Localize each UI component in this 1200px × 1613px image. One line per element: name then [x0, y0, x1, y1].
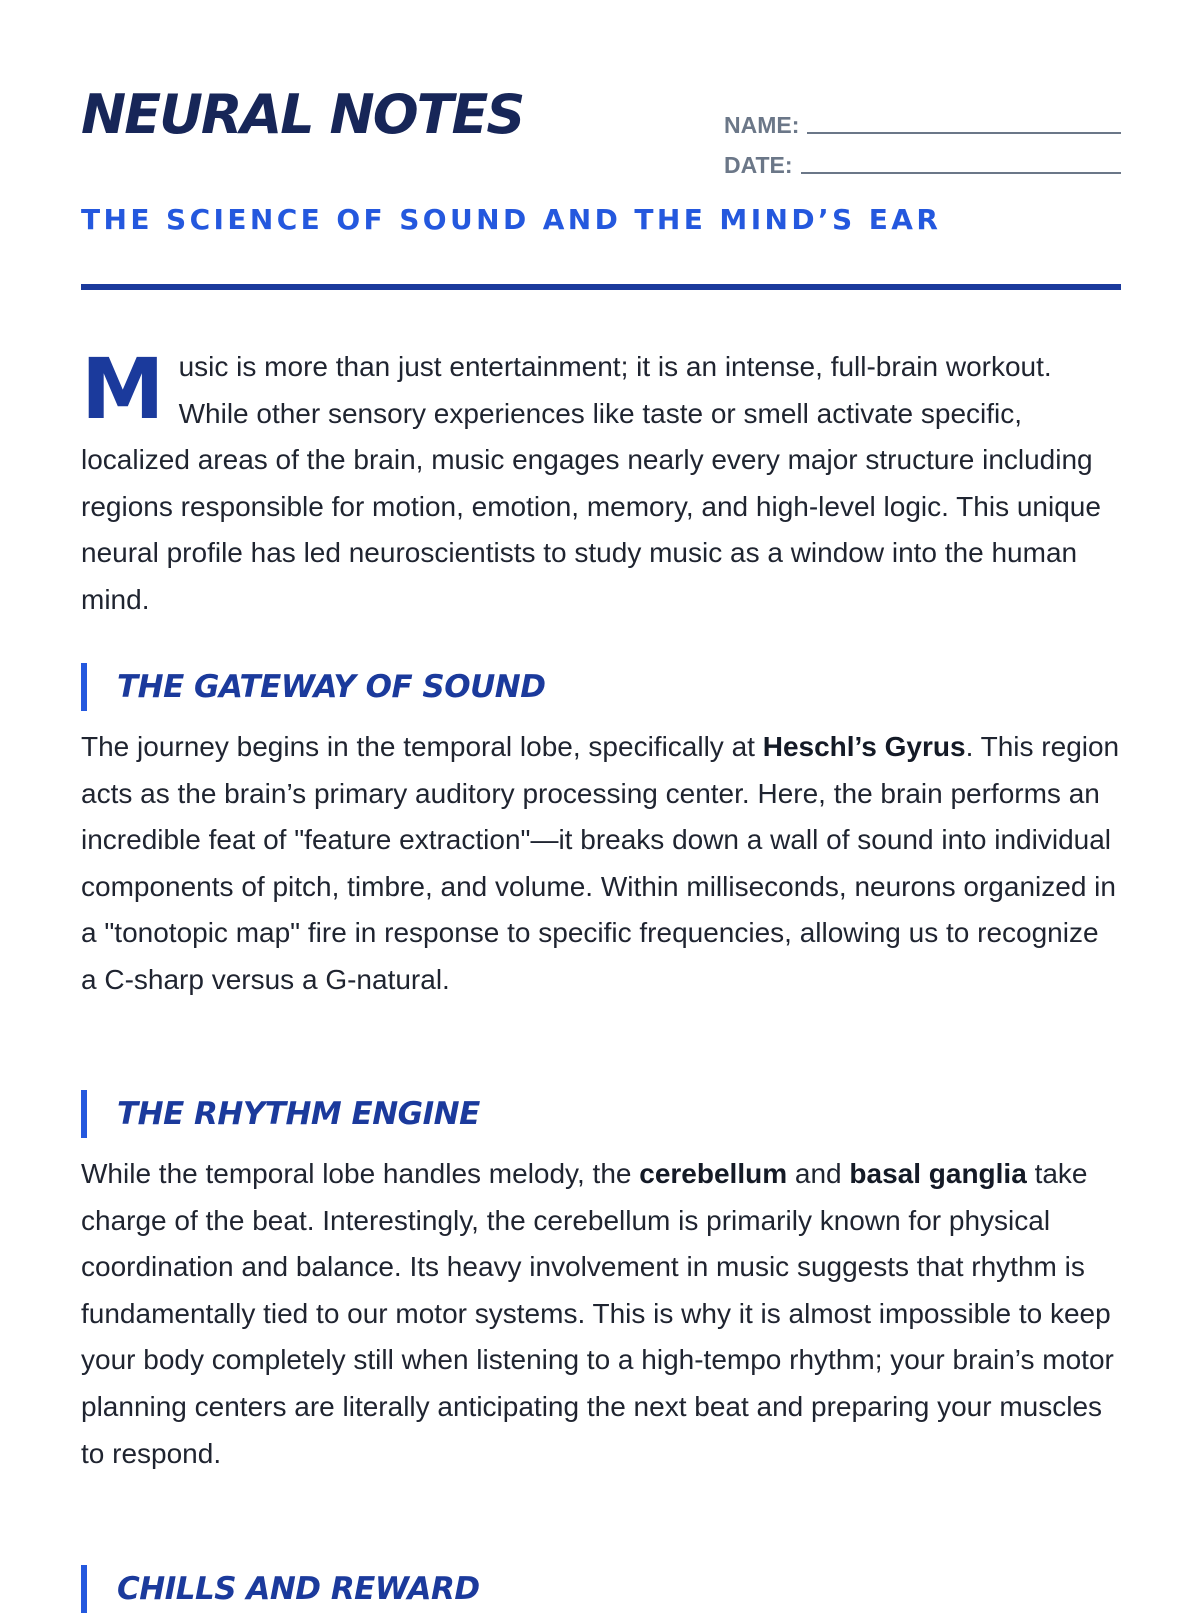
date-field[interactable] — [724, 152, 1121, 179]
section-heading-rhythm — [81, 1090, 1121, 1138]
name-label: NAME: — [724, 112, 800, 138]
name-field[interactable] — [724, 112, 1121, 139]
header-divider — [81, 284, 1121, 290]
key-term-heschls-gyrus: Heschl’s Gyrus — [762, 731, 966, 762]
section-paragraph-rhythm — [81, 1151, 1121, 1477]
section-heading-text: THE RHYTHM ENGINE — [117, 1096, 480, 1132]
text-run: While the temporal lobe handles melody, the — [81, 1158, 640, 1189]
section-heading-chills — [81, 1565, 1121, 1613]
key-term-basal-ganglia: basal ganglia — [849, 1158, 1027, 1189]
section-paragraph-gateway — [81, 724, 1121, 1004]
section-heading-text: CHILLS AND REWARD — [117, 1571, 480, 1607]
date-label: DATE: — [724, 152, 793, 178]
text-run: The journey begins in the temporal lobe, specifically at — [81, 731, 763, 762]
intro-paragraph-block — [81, 340, 1121, 624]
text-run: . This region acts as the brain’s primary auditory processing center. Here, the brain performs an incredible feat of "feature extraction"—it breaks down a wall of sound into individual components of pitch, timbre, and volume. Within milliseconds, neurons organized in a "tonotopic map" fire in response to specific frequencies, allowing us to recognize a C-sharp versus a G-natural. — [81, 731, 1120, 995]
worksheet-subtitle: THE SCIENCE OF SOUND AND THE MIND’S EAR — [81, 203, 942, 236]
text-run: and — [787, 1158, 850, 1189]
date-blank-line[interactable] — [801, 171, 1121, 174]
drop-cap: M — [81, 340, 165, 438]
worksheet-title: NEURAL NOTES — [81, 83, 524, 146]
key-term-cerebellum: cerebellum — [639, 1158, 788, 1189]
section-heading-gateway — [81, 663, 1121, 711]
section-heading-text: THE GATEWAY OF SOUND — [117, 669, 546, 705]
name-blank-line[interactable] — [807, 131, 1121, 134]
intro-paragraph: usic is more than just entertainment; it is an intense, full-brain workout. While other sensory experiences like taste or smell activate specific, localized areas of the brain, music engages nearly every major structure including regions responsible for motion, emotion, memory, and high-level logic. This unique neural profile has led neuroscientists to study music as a window into the human mind. — [81, 351, 1101, 615]
text-run: take charge of the beat. Interestingly, the cerebellum is primarily known for physical coordination and balance. Its heavy involvement in music suggests that rhythm is fundamentally tied to our motor systems. This is why it is almost impossible to keep your body completely still when listening to a high-tempo rhythm; your brain’s motor planning centers are literally anticipating the next beat and preparing your muscles to respond. — [81, 1158, 1114, 1469]
